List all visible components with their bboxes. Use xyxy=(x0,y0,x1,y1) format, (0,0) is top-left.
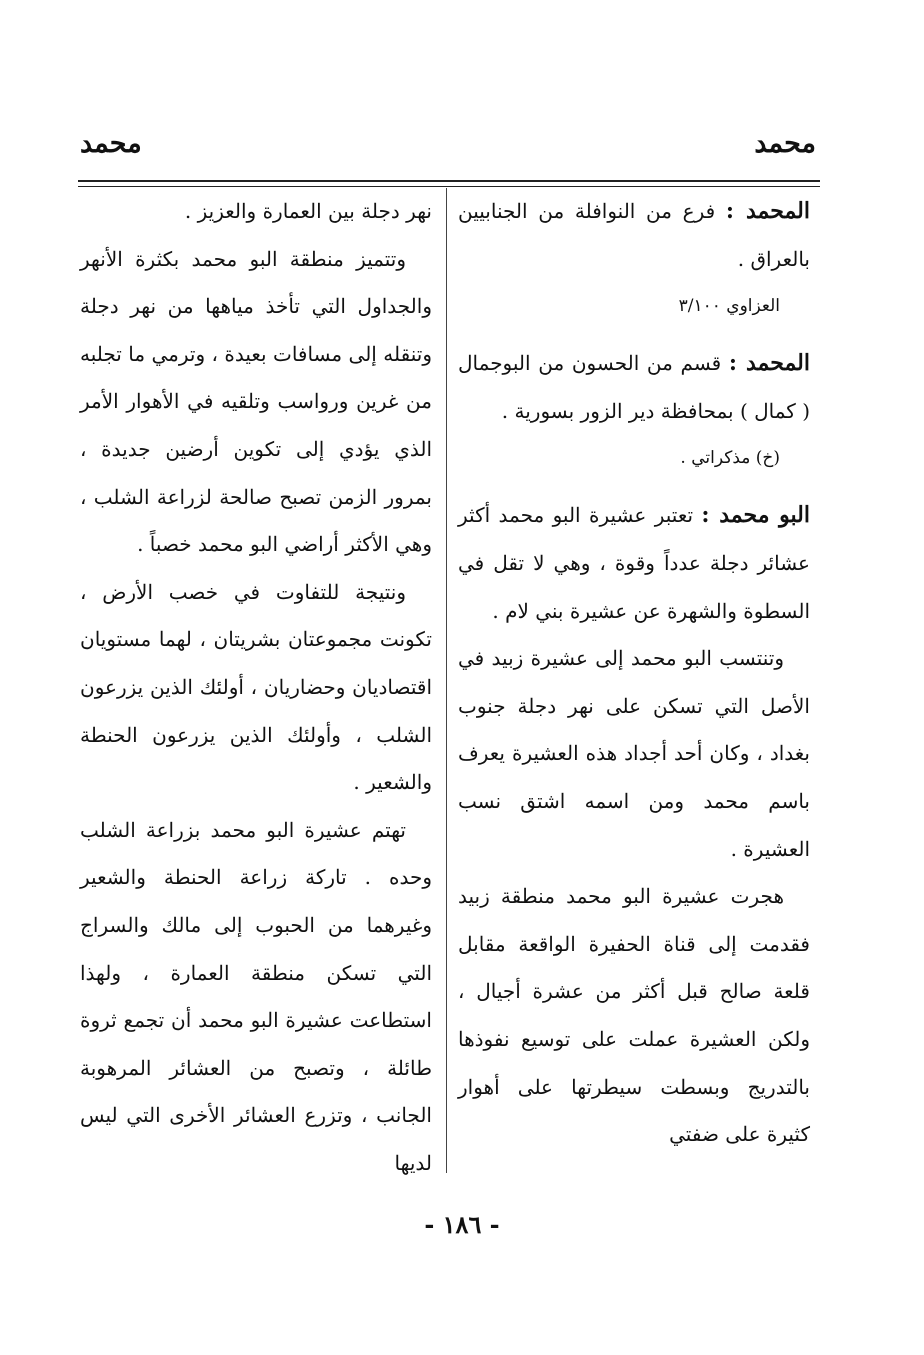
page-number: - ١٨٦ - xyxy=(424,1210,500,1239)
entry-text: فرع من النوافلة من الجنابيين بالعراق . xyxy=(458,199,810,271)
entry-term: المحمد : xyxy=(728,350,810,377)
paragraph: وتنتسب البو محمد إلى عشيرة زبيد في الأصل التي تسكن على نهر دجلة جنوب بغداد ، وكان أحد أجداد هذه العشيرة يعرف باسم محمد ومن اسمه اشتق نسب العشيرة . xyxy=(458,646,810,861)
entry-reference: (خ) مذكراتي . xyxy=(680,448,780,469)
paragraph: تهتم عشيرة البو محمد بزراعة الشلب وحده . تاركة زراعة الحنطة والشعير وغيرهما من الحبوب إلى مالك والسراج التي تسكن منطقة العمارة ، ولهذا استطاعت عشيرة البو محمد أن تجمع ثروة طائلة ، وتصبح من العشائر المرهوبة الجانب ، وتزرع العشائر الأخرى التي ليس لديها xyxy=(80,817,432,1175)
entry-term: المحمد : xyxy=(725,198,810,224)
paragraph: نهر دجلة بين العمارة والعزيز . xyxy=(184,199,432,223)
header-rule-thick xyxy=(78,180,820,182)
left-column xyxy=(80,188,432,1187)
entry-text: قسم من الحسون من البوجمال ( كمال ) بمحافظة دير الزور بسورية . xyxy=(458,351,810,423)
entry-almuhammad-2 xyxy=(458,340,810,435)
header-rule-thin xyxy=(78,186,820,187)
entry-albu-muhammad xyxy=(458,492,810,635)
column-divider xyxy=(446,188,447,1173)
paragraph: وتتميز منطقة البو محمد بكثرة الأنهر والجداول التي تأخذ مياهها من نهر دجلة وتنقله إلى مسافات بعيدة ، وترمي ما تجلبه من غرين ورواسب وتلقيه في الأهوار الأمر الذي يؤدي إلى تكوين أرضين جديدة ، بمرور الزمن تصبح صالحة لزراعة الشلب ، وهي الأكثر أراضي البو محمد خصباً . xyxy=(80,246,432,557)
paragraph: ونتيجة للتفاوت في خصب الأرض ، تكونت مجموعتان بشريتان ، لهما مستويان اقتصاديان وحضاريان ، أولئك الذين يزرعون الشلب ، وأولئك الذين يزرعون الحنطة والشعير . xyxy=(80,579,432,795)
right-column xyxy=(458,188,810,1159)
entry-text: تعتبر عشيرة البو محمد أكثر عشائر دجلة عدداً وقوة ، وهي لا تقل في السطوة والشهرة عن عشيرة بني لام . xyxy=(458,503,810,623)
entry-reference: العزاوي ٣/١٠٠ xyxy=(678,296,780,317)
running-head-right: محمد xyxy=(754,128,816,159)
paragraph: هجرت عشيرة البو محمد منطقة زبيد فقدمت إلى قناة الحفيرة الواقعة مقابل قلعة صالح قبل أكثر من عشرة أجيال ، ولكن العشيرة عملت على توسيع نفوذها بالتدريج وبسطت سيطرتها على أهوار كثيرة على ضفتي xyxy=(458,884,810,1147)
entry-term: البو محمد : xyxy=(701,502,810,529)
running-head-left: محمد xyxy=(80,128,142,159)
entry-almuhammad-1 xyxy=(458,188,810,283)
